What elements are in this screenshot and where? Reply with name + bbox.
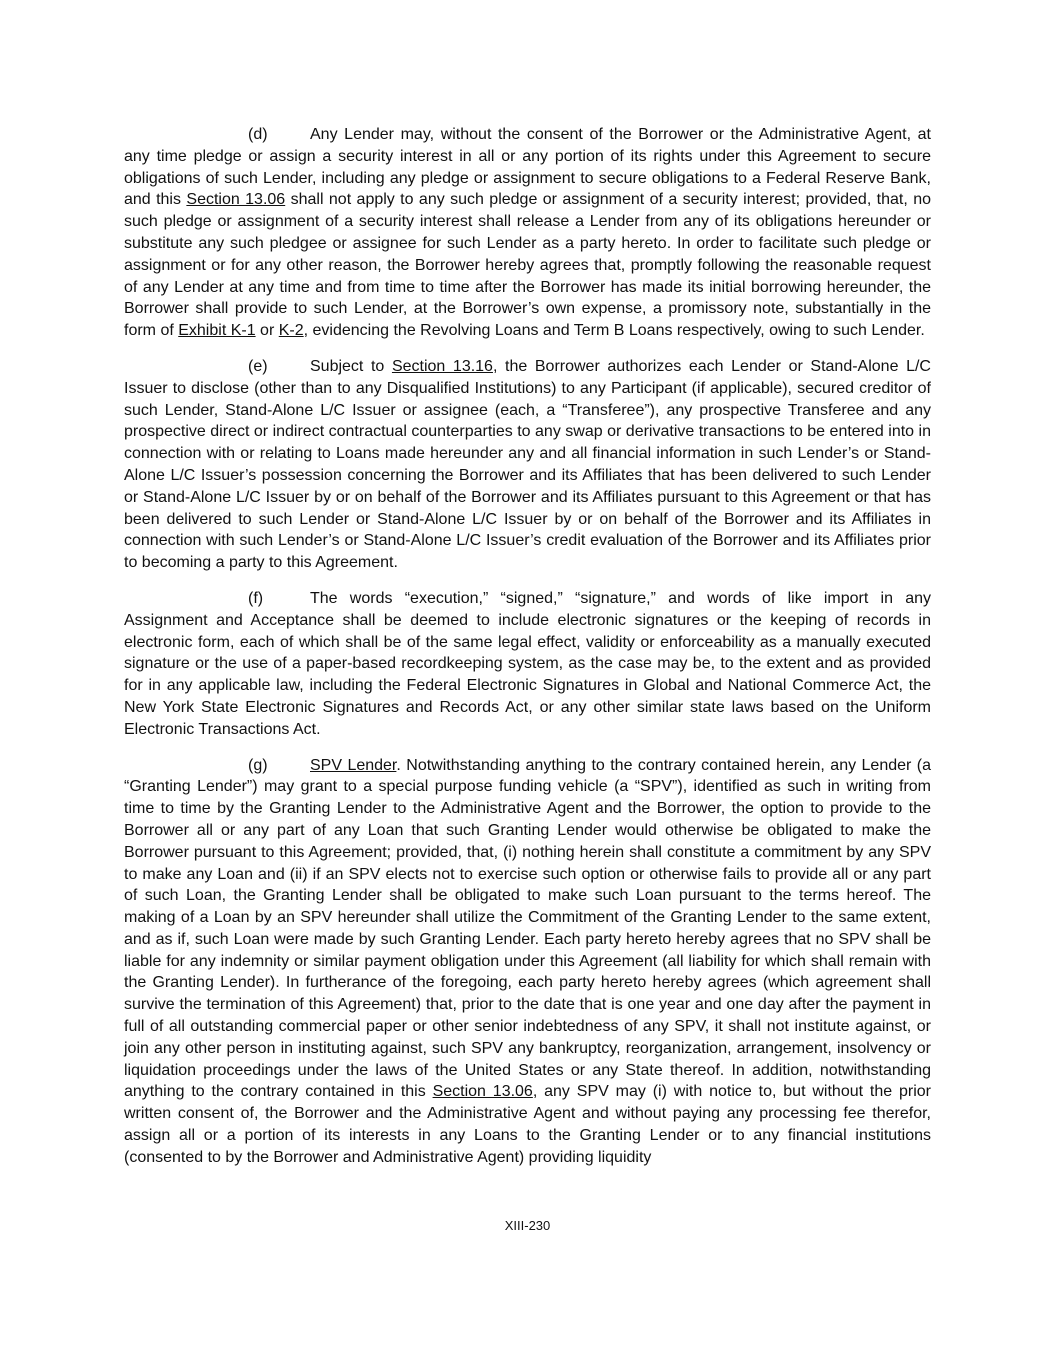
paragraph-text: or (255, 322, 279, 340)
paragraph-e (124, 356, 931, 574)
paragraph-text: Subject to (310, 357, 392, 375)
paragraph-text: , the Borrower authorizes each Lender or Stand-Alone L/C Issuer to disclose (other than to any Disqualified Institutions) to any Participant (if applicable), secured creditor of such Lender, Stand-Alone L/C Issuer or assignee (each, a “Transferee”), any prospective Transferee and any prospective direct or indirect contractual counterparties to any swap or derivative transactions to be entered into in connection with or relating to Loans made hereunder any and all financial information in such Lender’s or Stand-Alone L/C Issuer’s possession concerning the Borrower and its Affiliates that has been delivered to such Lender or Stand-Alone L/C Issuer by or on behalf of the Borrower and its Affiliates pursuant to this Agreement or that has been delivered to such Lender or Stand-Alone L/C Issuer by or on behalf of the Borrower and its Affiliates in connection with such Lender’s or Stand-Alone L/C Issuer’s credit evaluation of the Borrower and its Affiliates prior to becoming a party to this Agreement. (124, 357, 931, 572)
paragraph-text: . Notwithstanding anything to the contrary contained herein, any Lender (a “Granting Lender”) may grant to a special purpose funding vehicle (a “SPV”), identified as such in writing from time to time by the Granting Lender to the Administrative Agent and the Borrower, the option to provide to the Borrower all or any part of any Loan that such Granting Lender would otherwise be obligated to make the Borrower pursuant to this Agreement; provided, that, (i) nothing herein shall constitute a commitment by any SPV to make any Loan and (ii) if an SPV elects not to exercise such option or otherwise fails to provide all or any part of such Loan, the Granting Lender shall be obligated to make such Loan pursuant to the terms hereof. The making of a Loan by an SPV hereunder shall utilize the Commitment of the Granting Lender to the same extent, and as if, such Loan were made by such Granting Lender. Each party hereto hereby agrees that no SPV shall be liable for any indemnity or similar payment obligation under this Agreement (all liability for which shall remain with the Granting Lender). In furtherance of the foregoing, each party hereto hereby agrees (which agreement shall survive the termination of this Agreement) that, prior to the date that is one year and one day after the payment in full of all outstanding commercial paper or other senior indebtedness of any SPV, it shall not institute against, or join any other person in instituting against, such SPV any bankruptcy, reorganization, arrangement, insolvency or liquidation proceedings under the laws of the United States or any State thereof. In addition, notwithstanding anything to the contrary contained in this (124, 756, 931, 1101)
section-reference: Section 13.06 (432, 1083, 533, 1101)
page-number: XIII-230 (504, 1218, 551, 1233)
paragraph-g (124, 755, 931, 1169)
paragraph-d (124, 124, 931, 342)
paragraph-number: (d) (248, 126, 268, 143)
paragraph-text: Any Lender may, without the consent of the Borrower or the Administrative Agent, at any time pledge or assign a security interest in all or any portion of its rights under this Agreement to secure obligations of such Lender, including any pledge or assignment to secure obligations to a Federal Reserve Bank, and this (124, 126, 931, 209)
paragraph-heading: SPV Lender (310, 756, 397, 774)
section-reference: Section 13.16 (391, 357, 493, 375)
paragraph-number: (f) (248, 589, 264, 607)
paragraph-number: (g) (248, 756, 268, 774)
paragraph-number: (e) (248, 357, 268, 375)
paragraph-text: , evidencing the Revolving Loans and Term B Loans respectively, owing to such Lender. (303, 322, 925, 340)
paragraph-f (124, 588, 931, 741)
paragraph-text: The words “execution,” “signed,” “signature,” and words of like import in any Assignment and Acceptance shall be deemed to include electronic signatures or the keeping of records in electronic form, each of which shall be of the same legal effect, validity or enforceability as a manually executed signature or the use of a paper-based recordkeeping system, as the case may be, to the extent and as provided for in any applicable law, including the Federal Electronic Signatures in Global and National Commerce Act, the New York State Electronic Signatures and Records Act, or any other similar state laws based on the Uniform Electronic Transactions Act. (124, 589, 931, 738)
exhibit-reference: K-2 (278, 322, 304, 340)
paragraph-text: shall not apply to any such pledge or assignment of a security interest; provided, that, no such pledge or assignment of a security interest shall release a Lender from any of its obligations hereunder or substitute any such pledgee or assignee for such Lender as a party hereto. In order to facilitate such pledge or assignment or for any other reason, the Borrower hereby agrees that, promptly following the reasonable request of any Lender at any time and from time to time after the Borrower has made its initial borrowing hereunder, the Borrower shall provide to such Lender, at the Borrower’s own expense, a promissory note, substantially in the form of (124, 191, 931, 340)
exhibit-reference: Exhibit K-1 (178, 322, 256, 340)
document-body (124, 124, 931, 1183)
section-reference: Section 13.06 (186, 191, 286, 209)
paragraph-text: , any SPV may (i) with notice to, but without the prior written consent of, the Borrower and the Administrative Agent and without paying any processing fee therefor, assign all or a portion of its interests in any Loans to the Granting Lender or to any financial institutions (consented to by the Borrower and Administrative Agent) providing liquidity (124, 1083, 932, 1166)
